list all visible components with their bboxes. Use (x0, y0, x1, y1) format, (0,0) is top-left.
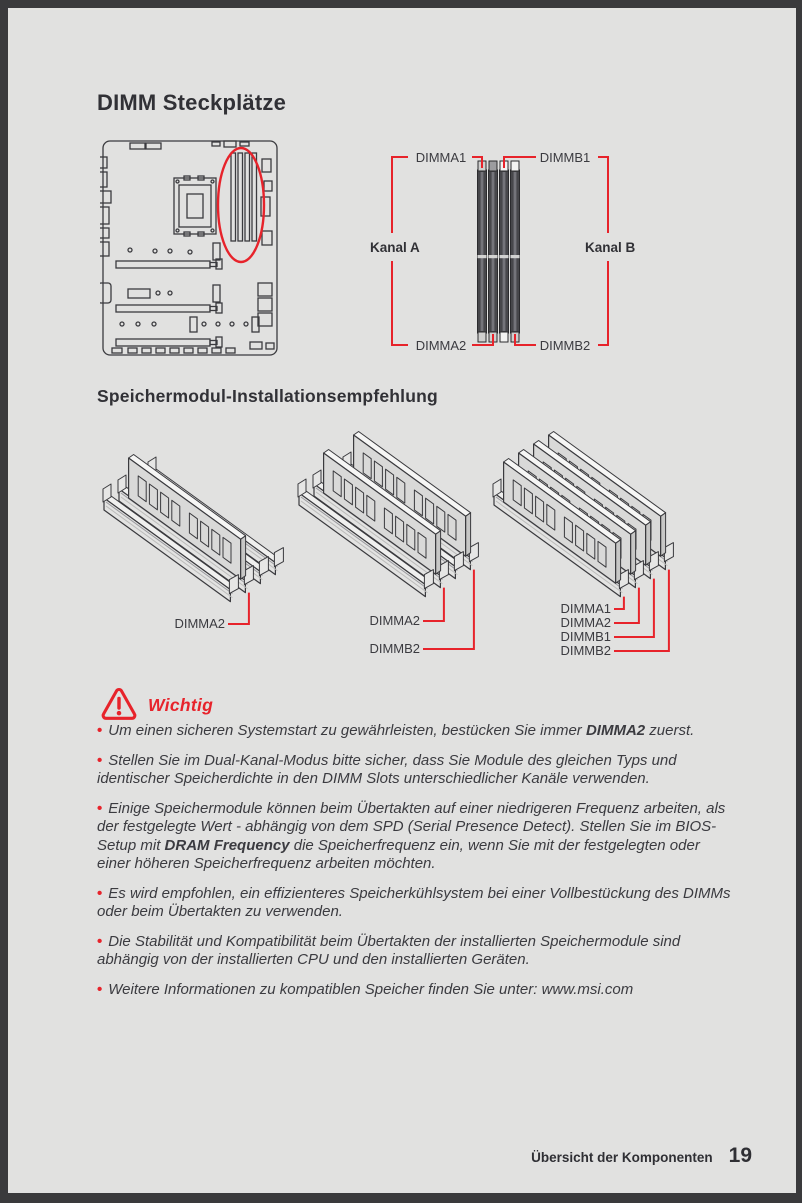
figure-leader-line (423, 588, 444, 621)
warning-icon (100, 686, 138, 721)
page-title: DIMM Steckplätze (97, 90, 287, 115)
figure-slot-label: DIMMB1 (560, 629, 611, 644)
important-title: Wichtig (148, 695, 214, 715)
bullet-marker: • (97, 722, 103, 739)
important-notes-list (97, 722, 733, 1010)
figure-leader-line (614, 597, 624, 609)
figure-slot-label: DIMMB2 (369, 641, 420, 656)
note-text: Stellen Sie im Dual-Kanal-Modus bitte sicher, dass Sie Module des gleichen Typs und identischer Speicherdichte in den DIMM Slots unterschiedlicher Kanäle verwenden. (97, 751, 677, 787)
motherboard-diagram (100, 135, 282, 360)
note-text: die Speicherfrequenz ein, wenn Sie mit der festgelegten oder einer höheren Speicherfrequenz arbeiten möchten. (97, 836, 700, 872)
note-item (97, 933, 733, 970)
manual-page (8, 8, 796, 1193)
page-footer (531, 1144, 752, 1168)
bullet-marker: • (97, 932, 103, 950)
figure-slot-label: DIMMB2 (560, 643, 611, 658)
slot-label-dimma2: DIMMA2 (415, 338, 467, 353)
note-text: Einige Speichermodule können beim Übertakten auf einer niedrigeren Frequenz arbeiten, als der festgelegte Wert - abhängig von dem SPD (Serial Presence Detect). Stellen Sie im BIOS-Setup mit (97, 799, 726, 854)
motherboard-diagram-svg (100, 135, 282, 360)
dimm-slot-columns (478, 161, 520, 342)
footer-page-number: 19 (728, 1144, 752, 1167)
bullet-marker: • (97, 751, 103, 769)
note-text: Die Stabilität und Kompatibilität beim Übertakten der installierten Speichermodule sind abhängig von der installierten CPU und den installierten Geräten. (97, 932, 681, 968)
note-text: Weitere Informationen zu kompatiblen Speicher finden Sie unter: www.msi.com (108, 980, 634, 998)
note-item (97, 981, 733, 1000)
figure-slot-label: DIMMA1 (560, 601, 611, 616)
slot-label-dimma1: DIMMA1 (415, 150, 467, 165)
note-item (97, 800, 733, 874)
dimm-slots-diagram (368, 145, 636, 361)
footer-chapter: Übersicht der Komponenten (531, 1150, 713, 1165)
note-item (97, 885, 733, 922)
bullet-marker: • (97, 799, 103, 817)
section-title-installation: Speichermodul-Installationsempfehlung (97, 386, 438, 406)
note-text: zuerst. (645, 722, 695, 739)
bullet-marker: • (97, 884, 103, 902)
note-text: Es wird empfohlen, ein effizienteres Speicherkühlsystem bei einer Vollbestückung des DIMMs oder beim Übertakten zu verwenden. (97, 884, 731, 920)
note-bold-text: DRAM Frequency (164, 836, 290, 854)
note-item (97, 752, 733, 789)
note-item (97, 722, 733, 741)
slot-label-dimmb1: DIMMB1 (539, 150, 591, 165)
slot-label-dimmb2: DIMMB2 (539, 338, 591, 353)
figure-slot-label: DIMMA2 (369, 613, 420, 628)
figure-slot-label: DIMMA2 (174, 616, 225, 631)
channel-b-label: Kanal B (585, 240, 636, 255)
note-text: Um einen sicheren Systemstart zu gewährleisten, bestücken Sie immer (108, 722, 586, 739)
memory-figure-four-modules (486, 421, 721, 666)
note-bold-text: DIMMA2 (585, 722, 646, 739)
channel-a-label: Kanal A (370, 240, 420, 255)
figure-slot-label: DIMMA2 (560, 615, 611, 630)
bullet-marker: • (97, 980, 103, 998)
